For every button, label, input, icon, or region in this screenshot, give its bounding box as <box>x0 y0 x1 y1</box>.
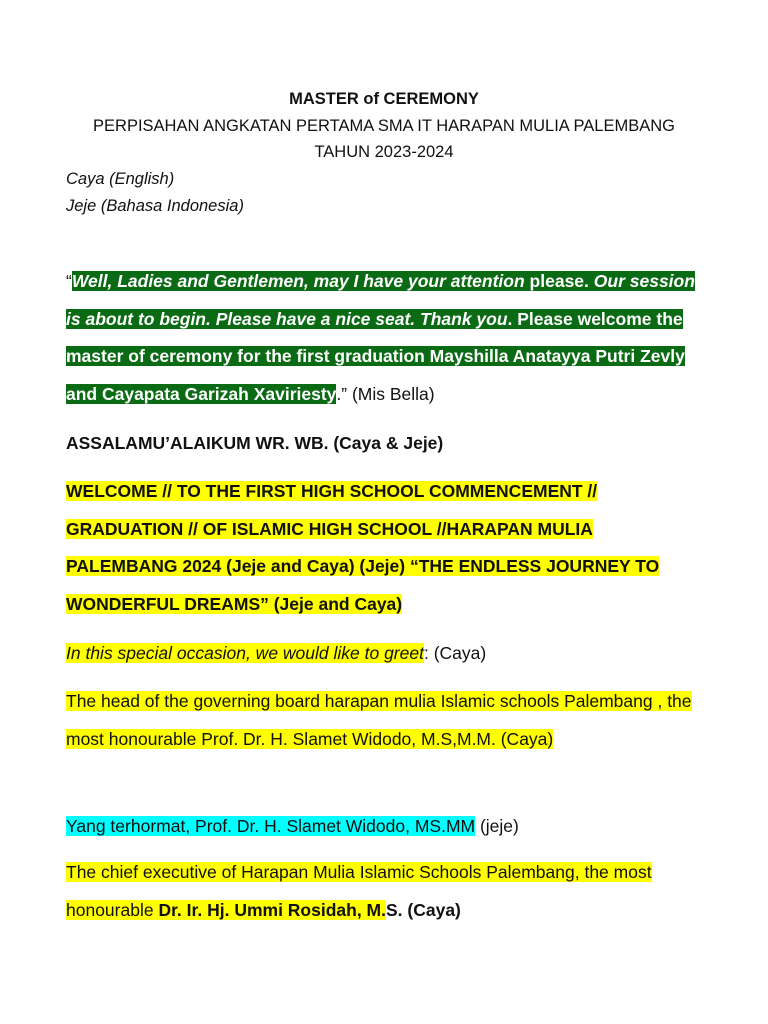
intro-plain-1: please. <box>524 271 594 291</box>
cast-list <box>66 166 706 220</box>
intro-italic-2: Our session is about to begin. Please have a nice seat. Thank you <box>66 271 695 329</box>
welcome-highlighted-text: WELCOME // TO THE FIRST HIGH SCHOOL COMMENCEMENT // GRADUATION // OF ISLAMIC HIGH SCHOOL //HARAPAN MULIA PALEMBANG 2024 (Jeje and Caya) (Jeje) “THE ENDLESS JOURNEY TO WONDERFUL DREAMS” (Jeje and Caya) <box>66 481 660 615</box>
chief-executive-name: Dr. Ir. Hj. Ummi Rosidah, M. <box>158 899 386 920</box>
cast-jeje: Jeje (Bahasa Indonesia) <box>66 197 244 215</box>
greet-highlighted-text: In this special occasion, we would like to greet <box>66 643 424 663</box>
document-subtitle-line2: TAHUN 2023-2024 <box>314 143 454 161</box>
chief-executive-highlighted-text: The chief executive of Harapan Mulia Islamic Schools Palembang, the most honourable <box>66 862 652 920</box>
intro-plain-2: . Please welcome the master of ceremony for the first graduation Mayshilla Anatayya Putri Zevly and Cayapata Garizah Xaviriesty <box>66 308 685 405</box>
intro-open-quote: “ <box>66 271 72 291</box>
welcome-paragraph <box>66 473 706 624</box>
yang-terhormat-tail: (jeje) <box>475 816 519 836</box>
chief-executive-paragraph <box>66 854 706 929</box>
head-board-highlighted-text: The head of the governing board harapan mulia Islamic schools Palembang , the most honourable Prof. Dr. H. Slamet Widodo, M.S,M.M. (Caya) <box>66 691 692 749</box>
greet-tail: : (Caya) <box>423 643 487 663</box>
chief-executive-tail: S. (Caya) <box>386 899 461 920</box>
head-board-paragraph <box>66 683 706 758</box>
yang-terhormat-paragraph <box>66 808 706 846</box>
intro-italic-1: Well, Ladies and Gentlemen, may I have your attention <box>71 271 525 291</box>
greet-paragraph <box>66 635 706 673</box>
cast-caya: Caya (English) <box>66 170 175 188</box>
document-subtitle-line1: PERPISAHAN ANGKATAN PERTAMA SMA IT HARAPAN MULIA PALEMBANG <box>93 116 675 135</box>
yang-terhormat-highlighted-text: Yang terhormat, Prof. Dr. H. Slamet Widodo, MS.MM <box>66 816 476 836</box>
intro-tail: .” (Mis Bella) <box>336 384 435 405</box>
document-title: MASTER of CEREMONY <box>289 90 479 108</box>
greeting-paragraph: ASSALAMU’ALAIKUM WR. WB. (Caya & Jeje) <box>66 433 444 453</box>
document-header <box>40 86 728 166</box>
intro-paragraph <box>66 263 706 414</box>
